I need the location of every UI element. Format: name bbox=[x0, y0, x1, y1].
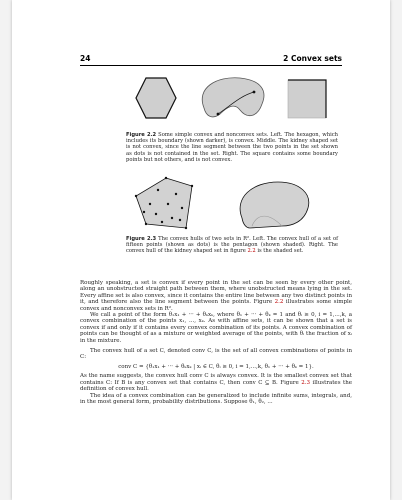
chapter-title: 2 Convex sets bbox=[283, 54, 342, 63]
point bbox=[161, 221, 163, 223]
figure-ref-link[interactable]: 2.2 bbox=[274, 299, 284, 306]
kidney-convex-hull bbox=[240, 182, 309, 228]
p1-text-2: illustrates some simple convex and nonconvex sets in R². bbox=[80, 299, 352, 312]
paragraph: The convex hull of a set C, denoted conv C, is the set of all convex combinations of points in C: bbox=[80, 348, 352, 361]
kidney-set bbox=[202, 78, 264, 117]
point bbox=[135, 195, 137, 197]
point bbox=[165, 177, 167, 179]
kidney-point bbox=[253, 91, 256, 94]
p4-text-1: As the name suggests, the convex hull conv C is always convex. It is the smallest convex set that contains C: If B is any convex set that contains C, then conv C ⊆ B. Figure bbox=[80, 373, 352, 386]
page-number: 24 bbox=[80, 54, 91, 63]
p1-text-1: Roughly speaking, a set is convex if every point in the set can be seen by every other point, along an unobstructed straight path between them, where unobstructed means lying in the set. Every affine set is also convex, since it contains the entire line between any two distinct points in it, and therefore also the line segment between the points. Figure bbox=[80, 280, 352, 306]
convex-hull-pentagon bbox=[136, 178, 192, 228]
paragraph: The idea of a convex combination can be generalized to include infinite sums, integrals, and, in the most general form, probability distributions. Suppose θ₁, θ₂, ... bbox=[80, 392, 352, 405]
figure-2-3-text-1: The convex hulls of two sets in R². Left. The convex hull of a set of fifteen points (shown as dots) is the pentagon (shown shaded). Right. The convex hull of the kidney shaped set in figure bbox=[126, 236, 338, 255]
figure-2-2 bbox=[122, 70, 352, 130]
point bbox=[149, 203, 151, 205]
figure-2-3-text-2: is the shaded set. bbox=[255, 248, 304, 255]
figure-2-3-label: Figure 2.3 bbox=[126, 236, 157, 242]
point bbox=[185, 227, 187, 229]
point bbox=[155, 213, 157, 215]
paragraph bbox=[80, 280, 352, 312]
point bbox=[143, 211, 145, 213]
figure-2-2-text: Some simple convex and nonconvex sets. Left. The hexagon, which includes its boundary (shown darker), is convex. Middle. The kidney shaped set is not convex, since the line segment between the two points in the set shown as dots is not contained in the set. Right. The square contains some boundary points but not others, and is not convex. bbox=[126, 132, 338, 163]
square-set bbox=[288, 80, 326, 118]
kidney-point bbox=[217, 113, 220, 116]
point bbox=[157, 189, 159, 191]
figure-2-3-caption bbox=[126, 236, 338, 255]
point bbox=[181, 207, 183, 209]
point bbox=[175, 193, 177, 195]
point bbox=[191, 185, 193, 187]
body-text bbox=[80, 280, 352, 405]
figure-2-2-caption bbox=[126, 132, 338, 163]
figure-2-3 bbox=[132, 176, 352, 232]
figure-2-2-label: Figure 2.2 bbox=[126, 132, 157, 138]
point bbox=[167, 203, 169, 205]
point bbox=[171, 217, 173, 219]
point bbox=[145, 223, 147, 225]
point bbox=[179, 219, 181, 221]
equation: conv C = {θ₁x₁ + ··· + θₖxₖ | xᵢ ∈ C, θᵢ ≥ 0, i = 1,...,k, θ₁ + ··· + θₖ = 1}. bbox=[118, 363, 314, 370]
figure-ref-link[interactable]: 2.3 bbox=[301, 379, 310, 386]
paragraph: We call a point of the form θ₁x₁ + ··· + θₖxₖ, where θ₁ + ··· + θₖ = 1 and θᵢ ≥ 0, i = 1,...,k, a convex combination of the points x₁, ..., xₖ. As with affine sets, it can be shown that a set is convex if and only if it contains every convex combination of its points. A convex combination of points can be thought of as a mixture or weighted average of the points, with θᵢ the fraction of xᵢ in the mixture. bbox=[80, 312, 352, 344]
paragraph bbox=[80, 373, 352, 392]
running-header bbox=[80, 54, 342, 66]
p4-text-2: illustrates the definition of convex hull. bbox=[80, 379, 352, 393]
convex-hexagon bbox=[136, 78, 176, 118]
document-page bbox=[12, 0, 390, 500]
figure-ref-link[interactable]: 2.2 bbox=[247, 248, 256, 255]
